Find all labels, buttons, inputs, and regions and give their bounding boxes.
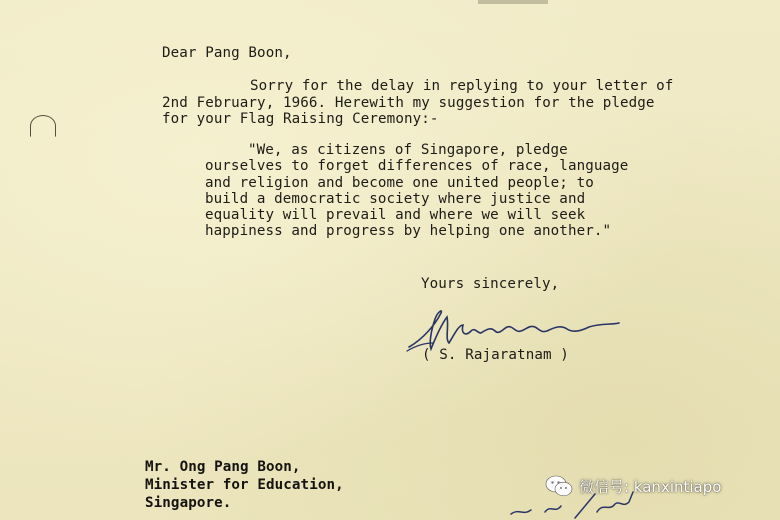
signature-name: ( S. Rajaratnam ) [422, 347, 569, 363]
body-line: Sorry for the delay in replying to your letter of [250, 78, 674, 94]
pledge-line: and religion and become one united people; to [205, 175, 594, 191]
body-line: 2nd February, 1966. Herewith my suggestion for the pledge [162, 95, 655, 111]
addressee-line: Minister for Education, [145, 477, 344, 493]
salutation: Dear Pang Boon, [162, 45, 292, 61]
pledge-line: build a democratic society where justice and [205, 191, 586, 207]
pledge-line: happiness and progress by helping one another." [205, 223, 612, 239]
closing: Yours sincerely, [421, 276, 560, 292]
body-line: for your Flag Raising Ceremony:- [162, 111, 439, 127]
pledge-line: "We, as citizens of Singapore, pledge [248, 142, 568, 158]
punch-hole-mark [30, 115, 56, 137]
addressee-line: Singapore. [145, 495, 232, 511]
watermark-text: 微信号: kanxintiapo [579, 477, 722, 496]
wechat-watermark [545, 475, 721, 497]
wechat-icon [545, 475, 573, 497]
pledge-line: equality will prevail and where we will seek [205, 207, 586, 223]
top-edge-mark [478, 0, 548, 4]
addressee-line: Mr. Ong Pang Boon, [145, 459, 301, 475]
pledge-line: ourselves to forget differences of race, language [205, 158, 629, 174]
